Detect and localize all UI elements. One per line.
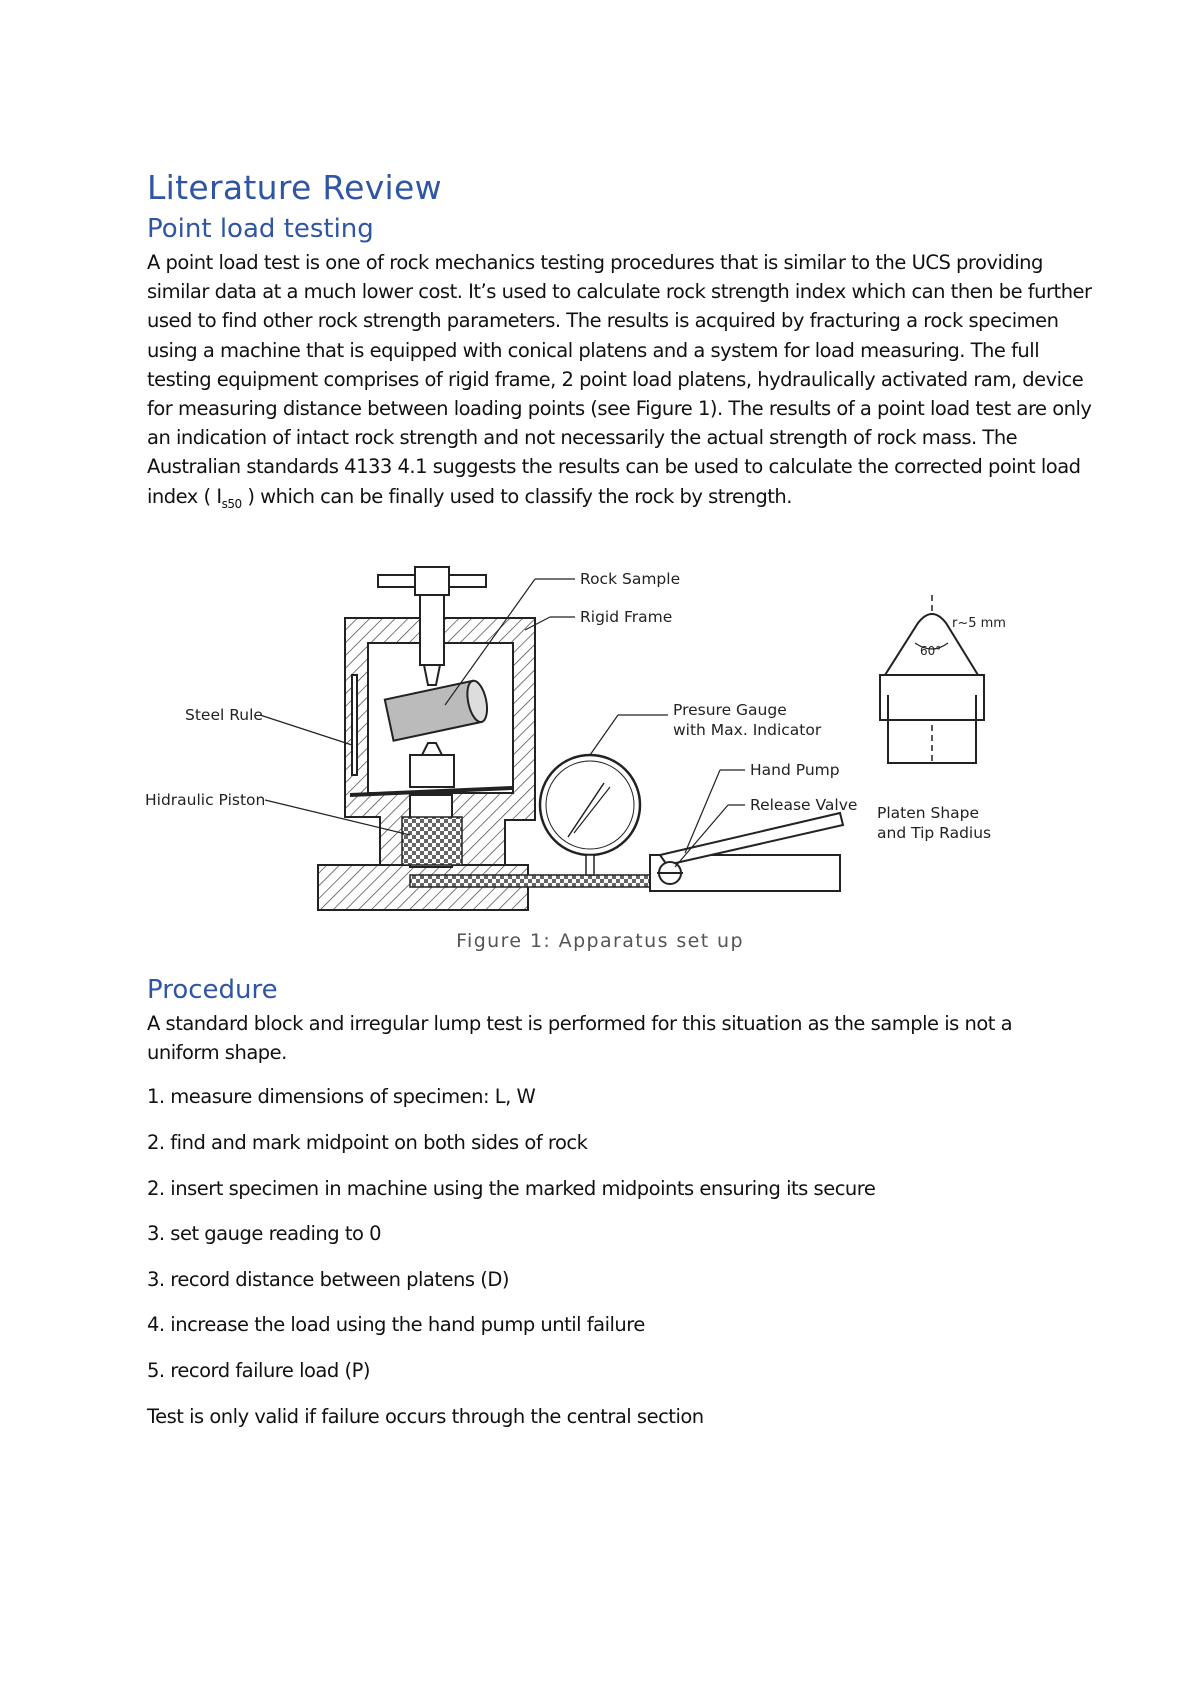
section-heading-point-load: Point load testing: [147, 214, 374, 244]
intro-paragraph: [147, 248, 1092, 519]
leader-steel-rule: [260, 715, 352, 745]
procedure-step: 2. insert specimen in machine using the marked midpoints ensuring its secure: [147, 1177, 876, 1200]
paragraph-line: using a machine that is equipped with conical platens and a system for load measuring. The full: [147, 338, 1040, 362]
label-rock-sample: Rock Sample: [580, 570, 681, 588]
label-platen-shape-1: Platen Shape: [877, 804, 980, 822]
paragraph-line: for measuring distance between loading points (see Figure 1). The results of a point load test are only: [147, 397, 1092, 421]
figure-caption: Figure 1: Apparatus set up: [456, 930, 744, 952]
label-hand-pump: Hand Pump: [750, 761, 840, 779]
leader-gauge: [590, 715, 618, 755]
last-line-pre: index ( I: [147, 484, 222, 508]
paragraph-line: Australian standards 4133 4.1 suggests the results can be used to calculate the corrected point load: [147, 455, 1081, 479]
paragraph-line: A point load test is one of rock mechanics testing procedures that is similar to the UCS providing: [147, 251, 1043, 274]
label-tip-radius: r~5 mm: [952, 616, 1006, 631]
apparatus-diagram: [140, 555, 1080, 925]
paragraph-line: A standard block and irregular lump test is performed for this situation as the sample is not a: [147, 1012, 1013, 1035]
platen-body: [880, 675, 984, 720]
paragraph-last-line: [147, 482, 1077, 519]
procedure-step: 5. record failure load (P): [147, 1359, 370, 1382]
last-line-post: ) which can be finally used to classify the rock by strength.: [241, 484, 792, 508]
label-pressure-gauge-1: Presure Gauge: [673, 701, 787, 719]
label-hydraulic-piston: Hidraulic Piston: [145, 791, 266, 809]
page-title: Literature Review: [147, 168, 442, 207]
steel-rule: [352, 675, 357, 775]
procedure-step: 2. find and mark midpoint on both sides of rock: [147, 1131, 588, 1154]
procedure-step: 3. record distance between platens (D): [147, 1268, 509, 1291]
procedure-intro: [147, 1009, 1077, 1067]
procedure-step: 1. measure dimensions of specimen: L, W: [147, 1085, 536, 1108]
label-release-valve: Release Valve: [750, 796, 858, 814]
label-rigid-frame: Rigid Frame: [580, 608, 673, 626]
upper-screw: [420, 595, 444, 665]
upper-platen: [424, 665, 440, 685]
paragraph-line: an indication of intact rock strength and not necessarily the actual strength of rock mass. The: [147, 426, 1018, 450]
procedure-note: Test is only valid if failure occurs through the central section: [147, 1405, 704, 1428]
procedure-step: 3. set gauge reading to 0: [147, 1222, 382, 1245]
piston-cylinder: [402, 817, 462, 865]
paragraph-line: uniform shape.: [147, 1041, 287, 1065]
label-cone-angle: 60°: [920, 644, 942, 658]
procedure-step: 4. increase the load using the hand pump until failure: [147, 1313, 645, 1336]
gauge-stem: [586, 855, 594, 875]
paragraph-line: similar data at a much lower cost. It’s used to calculate rock strength index which can then be further: [147, 280, 1092, 304]
index-subscript: s50: [221, 496, 242, 511]
piston-top: [410, 755, 454, 787]
paragraph-line: testing equipment comprises of rigid frame, 2 point load platens, hydraulically activated ram, device: [147, 367, 1084, 391]
leader-hand-pump: [685, 770, 720, 853]
t-handle-hub: [415, 567, 449, 595]
section-heading-procedure: Procedure: [147, 975, 278, 1005]
label-steel-rule: Steel Rule: [185, 706, 263, 724]
label-pressure-gauge-2: with Max. Indicator: [673, 721, 822, 739]
paragraph-line: used to find other rock strength parameters. The results is acquired by fracturing a rock specimen: [147, 309, 1059, 333]
label-platen-shape-2: and Tip Radius: [877, 824, 992, 842]
